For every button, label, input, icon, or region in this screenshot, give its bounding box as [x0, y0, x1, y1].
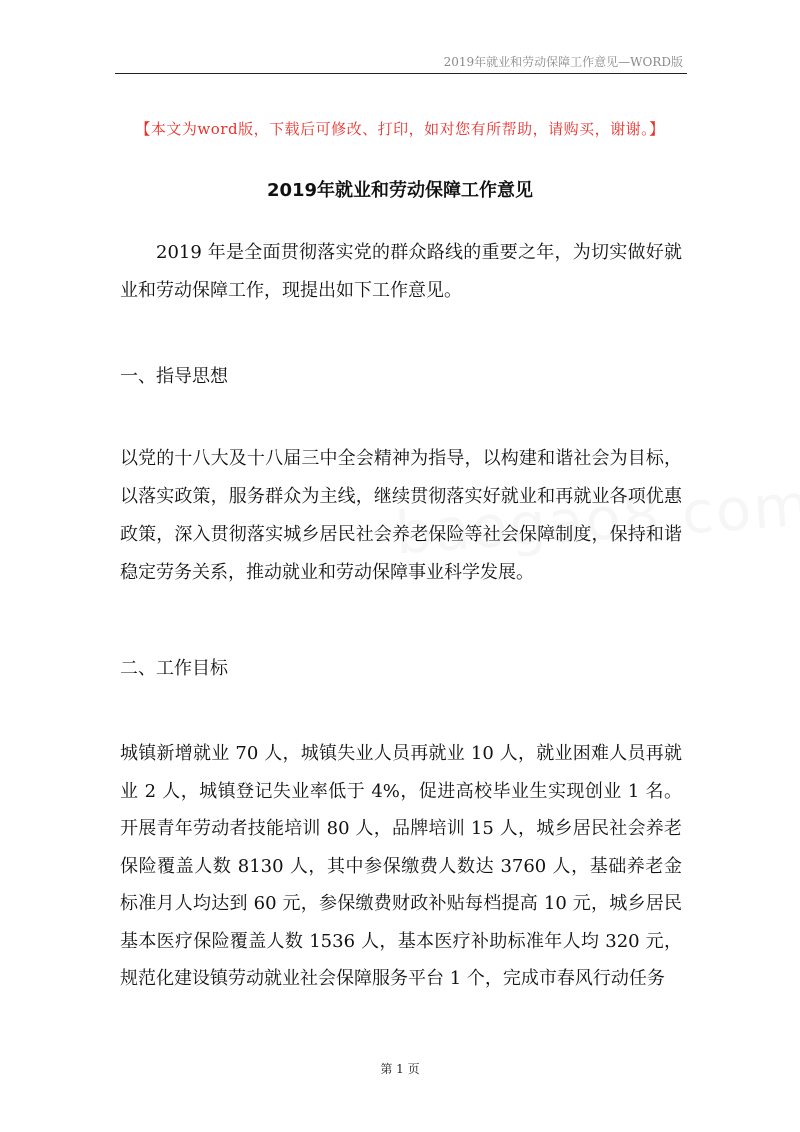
header-divider [115, 73, 687, 74]
purchase-notice: 【本文为word版，下载后可修改、打印，如对您有所帮助，请购买，谢谢。】 [135, 120, 665, 138]
page-number: 第 1 页 [380, 1062, 420, 1076]
page-title: 2019年就业和劳动保障工作意见 [266, 180, 534, 201]
running-header: 2019年就业和劳动保障工作意见—WORD版 [443, 55, 683, 69]
work-goals-paragraph: 城镇新增就业 70 人，城镇失业人员再就业 10 人，就业困难人员再就业 2 人，城镇登记失业率低于 4%，促进高校毕业生实现创业 1 名。开展青年劳动者技能培训 80 人，品牌培训 15 人，城乡居民社会养老保险覆盖人数 8130 人，其中参保缴费人数达 3760 人，基础养老金标准月人均达到 60 元，参保缴费财政补贴每档提高 10 元，城乡居民基本医疗保险覆盖人数 1536 人，基本医疗补助标准年人均 320 元，规范化建设镇劳动就业社会保障服务平台 1 个，完成市春风行动任务 [120, 743, 682, 989]
section-heading-guiding-ideology: 一、指导思想 [120, 366, 228, 387]
section-heading-work-goals: 二、工作目标 [120, 658, 228, 679]
intro-paragraph: 2019 年是全面贯彻落实党的群众路线的重要之年，为切实做好就业和劳动保障工作，现提出如下工作意见。 [120, 242, 682, 301]
guiding-ideology-paragraph: 以党的十八大及十八届三中全会精神为指导，以构建和谐社会为目标，以落实政策，服务群众为主线，继续贯彻落实好就业和再就业各项优惠政策，深入贯彻落实城乡居民社会养老保险等社会保障制度，保持和谐稳定劳务关系，推动就业和劳动保障事业科学发展。 [120, 448, 682, 583]
